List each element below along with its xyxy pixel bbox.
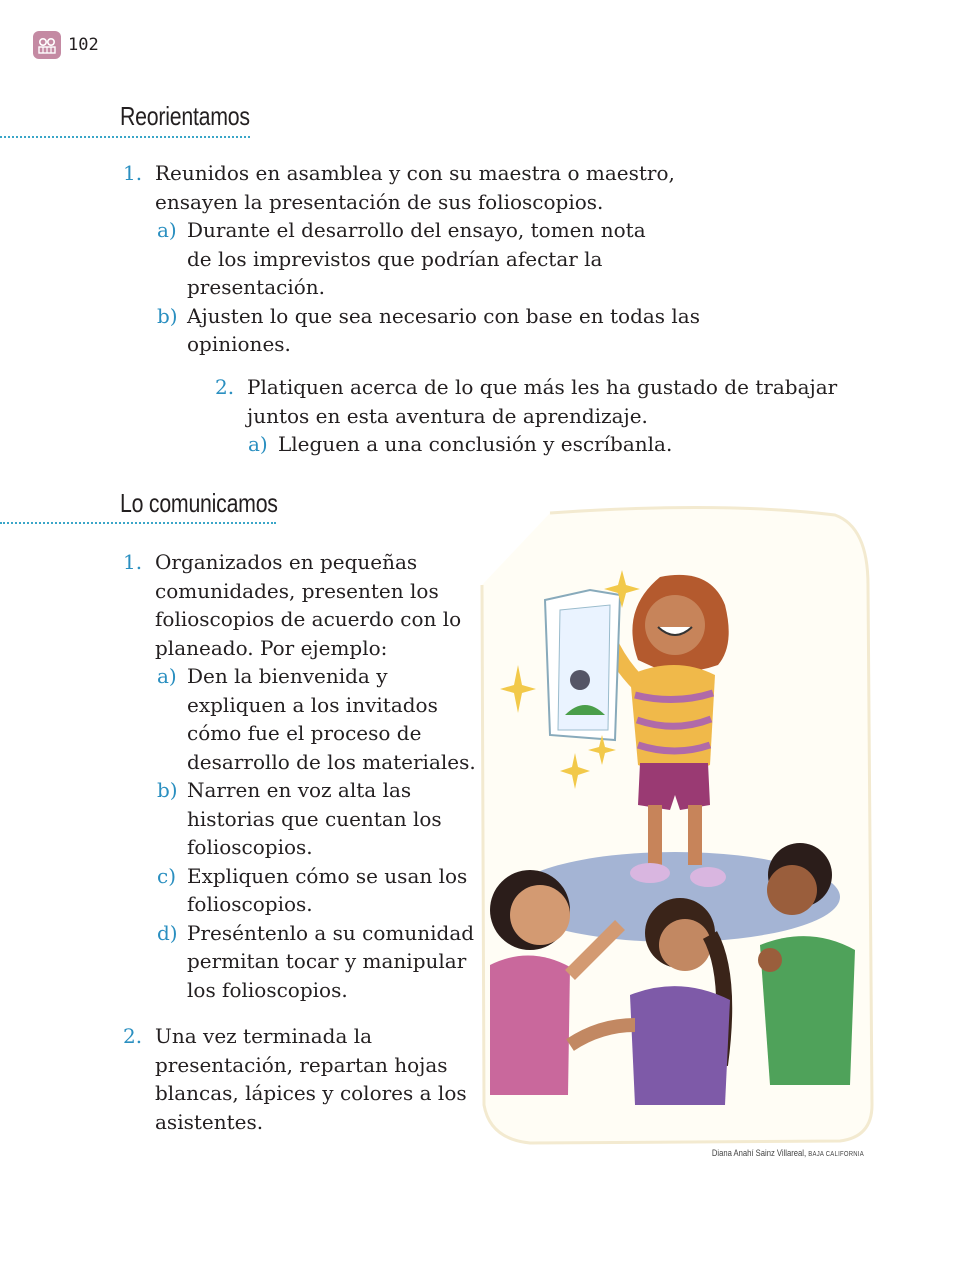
item-number: 2. [215, 375, 235, 399]
sub-item-line: los folioscopios. [187, 977, 348, 1002]
page-header [33, 31, 99, 59]
children-illustration [470, 505, 890, 1145]
item-text-line: Organizados en pequeñas [155, 550, 418, 574]
sub-item-line: expliquen a los invitados [187, 692, 438, 717]
sub-item-line: desarrollo de los materiales. [187, 749, 476, 774]
item-number: 2. [123, 1024, 143, 1048]
sub-item [157, 776, 485, 862]
section1-list-2 [215, 373, 867, 459]
item-text-line: folioscopios de acuerdo con lo [155, 607, 462, 631]
list-item [215, 373, 867, 459]
item-number: 1. [123, 161, 143, 185]
item-text-line: juntos en esta aventura de aprendizaje. [247, 403, 648, 428]
sub-item-line: Narren en voz alta las [187, 778, 412, 802]
sub-item-letter: d) [157, 920, 178, 945]
page-number: 102 [68, 35, 99, 55]
sub-item-line: presentación. [187, 275, 326, 299]
item-text-line: planeado. Por ejemplo: [155, 635, 388, 660]
sub-item-letter: c) [157, 863, 177, 888]
sub-item [157, 216, 855, 302]
list-item [123, 159, 855, 359]
credit-region: BAJA CALIFORNIA [808, 1151, 864, 1158]
sub-item-line: folioscopios. [187, 835, 313, 859]
sub-item-line: Lleguen a una conclusión y escríbanla. [278, 432, 673, 456]
item-text-line: ensayen la presentación de sus folioscopios. [155, 189, 604, 214]
section-title-reorientamos: Reorientamos [120, 101, 250, 131]
sub-item-line: Den la bienvenida y [187, 664, 388, 688]
sub-item-letter: b) [157, 303, 178, 328]
sub-item-line: Preséntenlo a su comunidad [187, 920, 475, 945]
item-text-line: comunidades, presenten los [155, 578, 439, 603]
sub-item-letter: a) [157, 664, 177, 688]
section-divider [0, 136, 250, 138]
sub-item [248, 430, 867, 459]
sub-item-line: cómo fue el proceso de [187, 721, 422, 745]
sub-item-letter: a) [248, 432, 268, 456]
sub-item-letter: a) [157, 218, 177, 242]
item-text-line: Una vez terminada la [155, 1024, 373, 1048]
list-item [123, 548, 485, 1004]
section2-list [123, 548, 485, 1004]
sub-item [157, 302, 855, 359]
sub-item [157, 919, 485, 1005]
item-number: 1. [123, 550, 143, 574]
sub-item-line: Ajusten lo que sea necesario con base en todas las [187, 303, 700, 328]
section1-list [123, 159, 855, 359]
sub-item-line: Expliquen cómo se usan los [187, 863, 468, 888]
list-item [123, 1022, 485, 1136]
sub-item-letter: b) [157, 778, 178, 802]
item-text-line: presentación, repartan hojas [155, 1052, 448, 1077]
sub-item-line: de los imprevistos que podrían afectar la [187, 246, 603, 271]
illustration-credit [712, 1148, 864, 1158]
sub-item [157, 662, 485, 776]
item-text-line: Reunidos en asamblea y con su maestra o maestro, [155, 161, 675, 185]
section2-list-2 [123, 1022, 485, 1136]
flipbook [545, 590, 620, 740]
item-text-line: blancas, lápices y colores a los [155, 1081, 467, 1105]
credit-author: Diana Anahí Sainz Villareal, [711, 1148, 807, 1158]
section-divider [0, 522, 276, 524]
sub-item-line: opiniones. [187, 332, 291, 356]
sub-item-line: folioscopios. [187, 892, 313, 916]
sub-item-line: Durante el desarrollo del ensayo, tomen nota [187, 218, 646, 242]
section-title-lo-comunicamos: Lo comunicamos [120, 488, 278, 518]
sub-item-line: permitan tocar y manipular [187, 949, 467, 973]
item-text-line: asistentes. [155, 1109, 264, 1134]
sub-item [157, 862, 485, 919]
item-text-line: Platiquen acerca de lo que más les ha gustado de trabajar [247, 375, 838, 399]
sub-item-line: historias que cuentan los [187, 806, 442, 831]
section-logo-icon [33, 31, 61, 59]
